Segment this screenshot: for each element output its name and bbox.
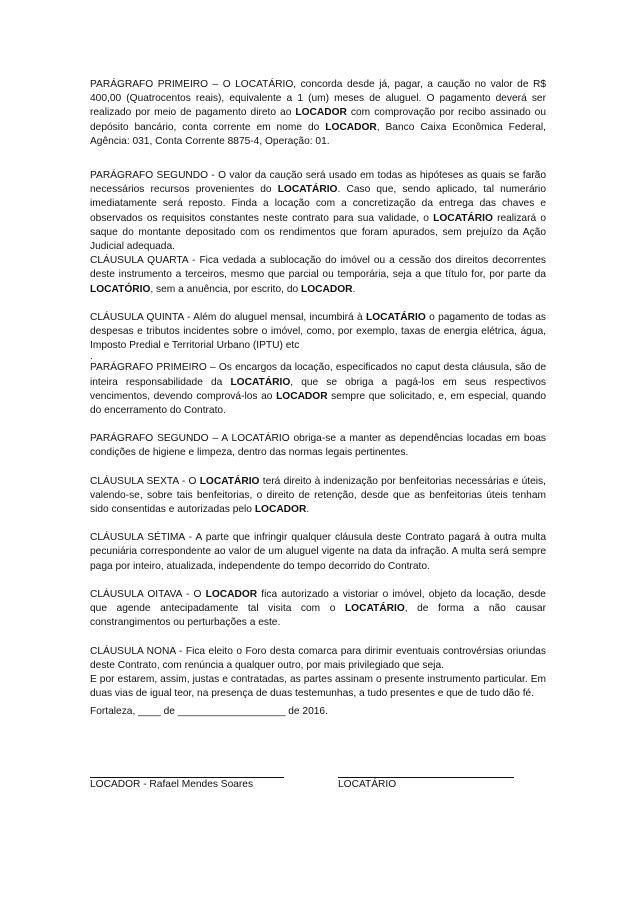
bold-term: LOCATÓRIO [90, 283, 151, 295]
text: CLÁUSULA OITAVA - O [90, 588, 206, 600]
bold-term: LOCATÁRIO [365, 311, 426, 323]
date-line: Fortaleza, ____ de ___________________ de 2016. [90, 706, 328, 717]
bold-term: LOCATÁRIO [277, 184, 338, 196]
closing-paragraph [90, 673, 546, 701]
text: E por estarem, assim, justas e contratadas, as partes assinam o presente instrumento particular. Em duas vias de igual teor, na presença de duas testemunhas, a tudo presentes e que de tudo dão fé. [90, 673, 546, 700]
text: CLÁUSULA NONA - Fica eleito o Foro desta comarca para dirimir eventuais controvérsias oriundas deste Contrato, com renúncia a qualquer outro, por mais privilegiado que seja. [90, 645, 546, 671]
clause-oitava [90, 588, 546, 631]
signature-label: LOCATÁRIO [338, 779, 397, 790]
bold-term: LOCATÁRIO [433, 212, 493, 224]
text: PARÁGRAFO PRIMEIRO – Os encargos da locação, especificados no caput desta cláusula, são de inteira responsabilidade da [90, 362, 546, 388]
bold-term: LOCADOR [254, 504, 307, 516]
clause-quarta [90, 254, 546, 297]
bold-term: LOCATÁRIO [199, 475, 260, 487]
paragraph-higiene [90, 432, 546, 460]
bold-term: LOCADOR [325, 121, 377, 133]
signature-locador [90, 765, 284, 792]
bold-term: LOCADOR [295, 107, 347, 119]
text: . Caso que, sendo aplicado, tal numerário imediatamente será reposto. Finda a locação com a concretização da entrega das chaves e observados os requisitos constantes neste contrato para sua validade, o [90, 184, 546, 224]
stray-period: . [90, 351, 93, 363]
text: PARÁGRAFO PRIMEIRO – O LOCATÁRIO, concorda desde já, pagar, a caução no valor de R$ 400,00 (Quatrocentos reais), equivalente a 1 (um) meses de aluguel. O pagamento deverá ser realizado por meio de pagamento direto ao [90, 79, 546, 119]
bold-term: LOCATÁRIO [344, 603, 405, 615]
text: . [352, 283, 356, 295]
text: , que se obriga a pagá-los em seus respectivos vencimentos, devendo comprová-los ao [90, 376, 546, 402]
bold-term: LOCADOR [205, 588, 258, 600]
paragraph-uso-caucao [90, 169, 546, 254]
clause-nona [90, 645, 546, 673]
text: CLÁUSULA QUINTA - Além do aluguel mensal, incumbirá à [90, 311, 366, 323]
clause-quinta [90, 311, 546, 354]
text: PARÁGRAFO SEGUNDO - O valor da caução será usado em todas as hipóteses as quais se farão necessários recursos provenientes do [90, 170, 546, 196]
text: terá direito à indenização por benfeitorias necessárias e úteis, valendo-se, sobre tais benfeitorias, o direito de retenção, desde que as benfeitorias úteis tenham sido consentidas e autorizadas pelo [90, 475, 546, 516]
paragraph-encargos [90, 361, 546, 418]
text: CLÁUSULA SEXTA - O [90, 475, 200, 487]
contract-body [90, 78, 546, 701]
text: sempre que solicitado, e, em especial, quando do encerramento do Contrato. [90, 390, 546, 417]
signature-line [338, 765, 514, 778]
clause-sexta [90, 475, 546, 518]
text: realizará o saque do montante depositado com os rendimentos que foram apurados, sem prejuízo da Ação Judicial adequada. [90, 212, 546, 253]
text: o pagamento de todas as despesas e tributos incidentes sobre o imóvel, como, por exemplo, taxas de energia elétrica, água, Imposto Predial e Territorial Urbano (IPTU) etc [90, 311, 547, 352]
text: , Banco Caixa Econômica Federal, Agência: 031, Conta Corrente 8875-4, Operação: 01. [90, 121, 547, 147]
signature-locatario [338, 765, 514, 792]
signature-line [90, 765, 284, 778]
clause-setima [90, 531, 546, 574]
bold-term: LOCATÁRIO [230, 376, 291, 388]
signature-label: LOCADOR - Rafael Mendes Soares [90, 779, 254, 790]
bold-term: LOCADOR [301, 283, 353, 295]
text: , de forma a não causar constrangimentos ou perturbações a este. [90, 603, 546, 629]
text: PARÁGRAFO SEGUNDO – A LOCATÁRIO obriga-se a manter as dependências locadas em boas condições de higiene e limpeza, dentro das normas legais pertinentes. [90, 433, 546, 459]
text: CLÁUSULA SÉTIMA - A parte que infringir qualquer cláusula deste Contrato pagará à outra multa pecuniária correspondente ao valor de um aluguel vigente na data da infração. A multa será sempre paga por inteiro, atualizada, independente do tempo decorrido do Contrato. [90, 532, 546, 572]
text: fica autorizado a vistoriar o imóvel, objeto da locação, desde que agende antecipadamente tal visita com o [90, 588, 546, 615]
text: com comprovação por recibo assinado ou depósito bancário, conta corrente em nome do [90, 107, 546, 133]
text: . [306, 504, 310, 516]
text: CLÁUSULA QUARTA - Fica vedada a sublocação do imóvel ou a cessão dos direitos decorrentes deste instrumento a terceiros, mesmo que parcial ou temporária, seja a que título for, por parte da [90, 255, 546, 281]
text: , sem a anuência, por escrito, do [150, 283, 302, 295]
paragraph-caucao [90, 78, 546, 149]
bold-term: LOCADOR [276, 390, 328, 402]
